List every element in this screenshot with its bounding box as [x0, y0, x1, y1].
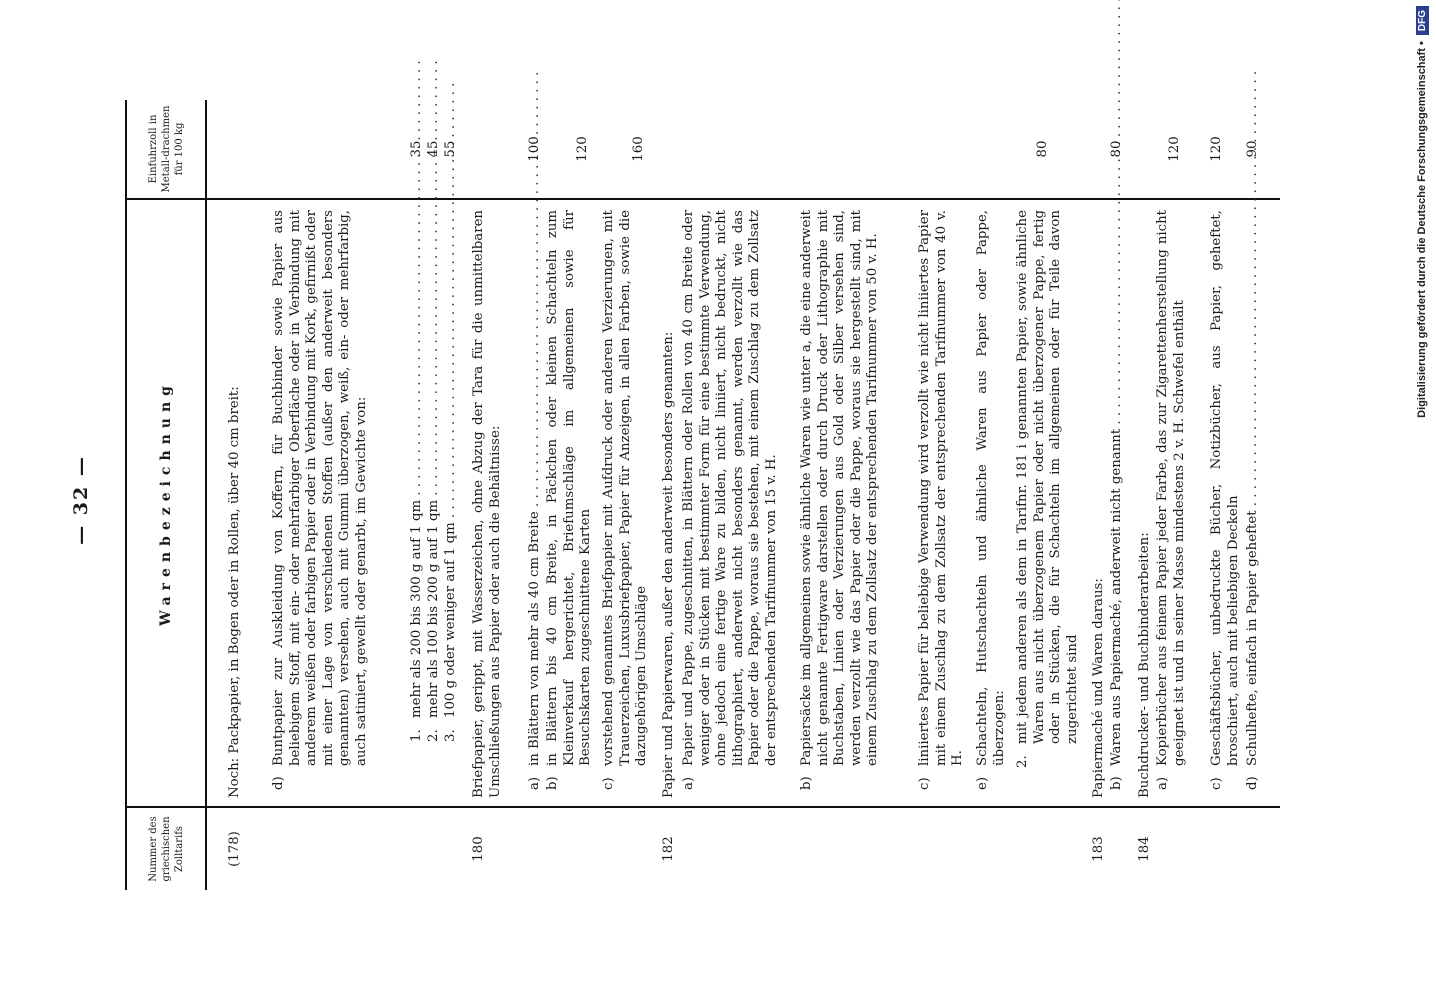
tariff-table [125, 100, 1280, 890]
entry-text: Papiersäcke im allgemeinen sowie ähnliche Waren wie unter a, die eine anderweit nicht genannte Fertigware darstellen oder durch Druck oder Lithographie mit Buchstaben, Linien oder Verzierungen aus Gold oder Silber versehen sind, werden verzollt wie das Papier oder die Pappe, woraus sie hergestellt sind, mit einem Zuschlag zu dem Zollsatz der entsprechenden Tarifnummer von 50 v. H. [799, 210, 880, 766]
duty-value: 55 [443, 140, 458, 158]
entry-text: vorstehend genanntes Briefpapier mit Aufdruck oder anderen Verzierungen, mit Trauerzeichen, Luxusbriefpapier, Papier für Anzeigen, in allen Farben, sowie die dazugehörigen Umschläge [601, 210, 649, 766]
entry-text-block [1015, 210, 1081, 768]
entry-text-block [681, 210, 780, 790]
entry-label: e) [975, 776, 990, 790]
tariff-number: 184 [1137, 836, 1152, 862]
duty-value: 45 [426, 140, 441, 158]
entry-text: Noch: Packpapier, in Bogen oder in Rollen, über 40 cm breit: [227, 386, 242, 798]
entry-text: Briefpapier, gerippt, mit Wasserzeichen, ohne Abzug der Tara für die unmittelbaren Umschließungen aus Papier oder auch die Behältnisse: [471, 210, 503, 798]
entry-label: 1. [409, 729, 424, 742]
duty-value: 120 [1209, 136, 1224, 162]
header-duty: Einfuhrzoll in Metall-drachmen für 100 kg [147, 105, 185, 193]
entry-text: Geschäftsbücher, unbedruckte Bücher, Notizbücher, aus Papier, geheftet, broschiert, auch mit beliebigen Deckeln [1209, 210, 1241, 766]
entry-label: d) [1245, 776, 1260, 790]
entry-text: Papier und Pappe, zugeschnitten, in Blättern oder Rollen von 40 cm Breite oder weniger oder in Stücken mit bestimmter Form für eine bestimmte Verwendung, ohne jedoch eine fertige Ware zu bilden, nicht liniiert, nicht bedruckt, nicht lithographiert, anderweit nicht besonders genannt, werden verzollt wie das Papier oder die Pappe, woraus sie bestehen, mit einem Zuschlag zu dem Zollsatz der entsprechenden Tarifnummer von 15 v. H. [681, 210, 779, 766]
duty-value: 160 [631, 136, 646, 162]
entry-text-block [601, 210, 651, 790]
entry-text: Schulhefte, einfach in Papier geheftet . . . [1245, 71, 1260, 766]
digitization-credit [1408, 6, 1436, 990]
entry-text: Papiermaché und Waren daraus: [1091, 578, 1106, 798]
duty-value: 100 [527, 136, 542, 162]
entry-text: in Blättern von mehr als 40 cm Breite . . . [527, 72, 542, 766]
entry-label: c) [917, 777, 932, 790]
table-header-rule [205, 100, 207, 890]
entry-text: in Blättern bis 40 cm Breite, in Päckchen oder kleinen Schachteln zum Kleinverkauf hergerichtet, Briefumschläge im allgemeinen sowie für Besuchskarten zugeschnittene Karten [545, 210, 593, 766]
credit-text: Digitalisierung gefördert durch die Deutsche Forschungsgemeinschaft • [1416, 41, 1428, 418]
entry-text-block [409, 210, 426, 742]
entry-text-block [975, 210, 1008, 790]
entry-label: 2. [426, 729, 441, 742]
entry-text-block [1245, 210, 1262, 790]
tariff-number: 180 [471, 836, 486, 862]
entry-label: 3. [443, 729, 458, 742]
entry-label: a) [1155, 776, 1170, 790]
entry-label: b) [545, 776, 560, 790]
duty-value: 120 [1167, 136, 1182, 162]
entry-text-block [443, 210, 460, 742]
duty-value: 35 [409, 140, 424, 158]
duty-value: 120 [575, 136, 590, 162]
entry-label: b) [799, 776, 814, 790]
header-tariff-number: Nummer des griechischen Zolltarifs [147, 816, 185, 882]
tariff-number: (178) [227, 831, 242, 867]
entry-label: a) [527, 776, 542, 790]
entry-text-block [545, 210, 595, 790]
entry-text-block [1109, 210, 1126, 790]
table-body [209, 100, 1280, 890]
tariff-number: 182 [661, 836, 676, 862]
entry-text: 100 g oder weniger auf 1 qm . . . [443, 83, 458, 718]
entry-text-block [917, 210, 967, 790]
entry-text: mehr als 200 bis 300 g auf 1 qm . . . [409, 60, 424, 718]
page-number: — 32 — [70, 455, 92, 545]
entry-text-block [426, 210, 443, 742]
entry-text: Schachteln, Hutschachteln und ähnliche Waren aus Papier oder Pappe, überzogen: [975, 210, 1007, 766]
entry-label: 2. [1015, 755, 1030, 768]
entry-label: b) [1109, 776, 1124, 790]
duty-value: 90 [1245, 140, 1260, 158]
table-top-rule [125, 100, 127, 890]
tariff-number: 183 [1091, 836, 1106, 862]
entry-text-block [799, 210, 882, 790]
entry-label: c) [1209, 777, 1224, 790]
dfg-logo: DFG [1416, 6, 1429, 35]
entry-text-block [1209, 210, 1242, 790]
entry-text-block [527, 210, 544, 790]
entry-text: mit jedem anderen als dem in Tarifnr. 181 i genannten Papier, sowie ähnliche Waren aus nicht überzogenem Papier oder nicht überzogener Pappe, fertig oder in Stücken, die für Schachteln im allgemeinen oder für Teile davon zugerichtet sind [1015, 210, 1080, 744]
header-description: Warenbezeichnung [157, 380, 174, 626]
entry-text-block [271, 210, 370, 790]
entry-text: Buntpapier zur Auskleidung von Koffern, für Buchbinder sowie Papier aus beliebigem Stoff, mit ein- oder mehrfarbiger Oberfläche oder in Verbindung mit anderem weißen oder farbigen Papier oder in Verbindung mit Kork, gefirnißt oder mit einer Lage von verschiedenen Stoffen (außer den anderweit besonders genannten) versehen, auch mit Gummi überzogen, weiß, ein- oder mehrfarbig, auch satiniert, gewellt oder genarbt, im Gewichte von: [271, 210, 369, 766]
entry-label: c) [601, 777, 616, 790]
credit-line [1408, 6, 1436, 990]
duty-value: 80 [1035, 140, 1050, 158]
entry-label: d) [271, 776, 286, 790]
entry-text: Waren aus Papiermaché, anderweit nicht genannt . . . [1109, 0, 1124, 766]
entry-text-block [1155, 210, 1188, 790]
duty-value: 80 [1109, 140, 1124, 158]
entry-label: a) [681, 776, 696, 790]
entry-text: Kopierbücher aus feinem Papier jeder Farbe, das zur Zigarettenherstellung nicht geeignet ist und in seiner Masse mindestens 2 v. H. Schwefel enthält [1155, 210, 1187, 766]
entry-text: Buchdrucker- und Buchbinderarbeiten: [1137, 532, 1152, 798]
entry-text: mehr als 100 bis 200 g auf 1 qm . . . [426, 60, 441, 718]
entry-text: liniiertes Papier für beliebige Verwendung wird verzollt wie nicht liniiertes Papier mit einem Zuschlag zu dem Zollsatz der entsprechenden Tarifnummer von 40 v. H. [917, 210, 965, 766]
entry-text: Papier und Papierwaren, außer den anderweit besonders genannten: [661, 331, 676, 798]
